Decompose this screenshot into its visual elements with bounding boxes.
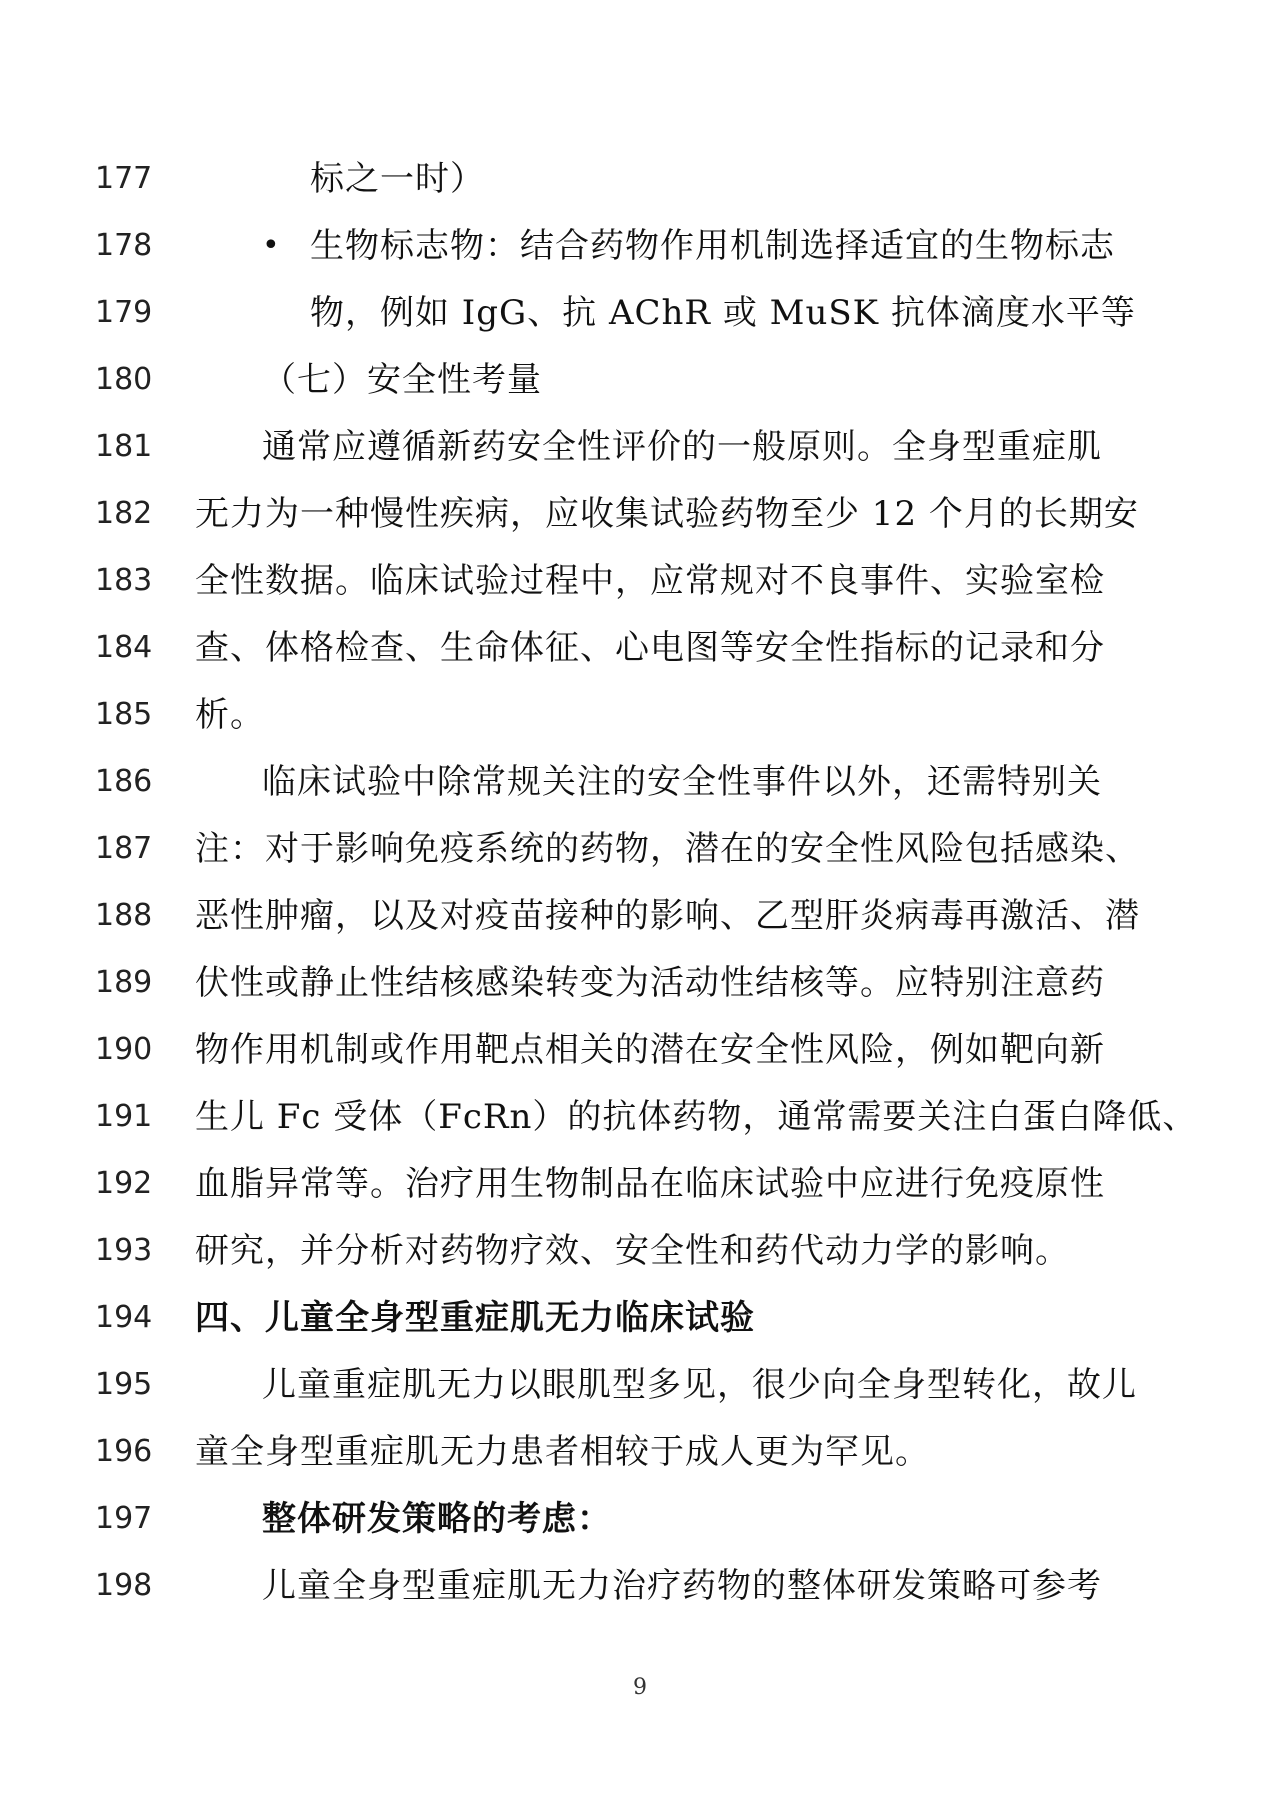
line-text: 四、儿童全身型重症肌无力临床试验 [195, 1298, 755, 1338]
text-line [0, 1024, 1280, 1076]
line-text: 血脂异常等。治疗用生物制品在临床试验中应进行免疫原性 [195, 1164, 1105, 1204]
line-number: 184 [95, 630, 153, 665]
text-line [0, 957, 1280, 1009]
line-number: 191 [95, 1099, 153, 1134]
text-line [0, 1158, 1280, 1210]
line-number: 180 [95, 362, 153, 397]
line-number: 183 [95, 563, 153, 598]
line-number: 197 [95, 1501, 153, 1536]
line-text: 儿童重症肌无力以眼肌型多见，很少向全身型转化，故儿 [262, 1365, 1137, 1405]
line-text: （七）安全性考量 [262, 360, 542, 400]
line-number: 194 [95, 1300, 153, 1335]
page-number: 9 [633, 1675, 647, 1700]
line-text: 标之一时） [310, 159, 485, 199]
line-text: 物作用机制或作用靶点相关的潜在安全性风险，例如靶向新 [195, 1030, 1105, 1070]
text-line [0, 1426, 1280, 1478]
text-line [0, 1091, 1280, 1143]
text-line [0, 421, 1280, 473]
line-text: 儿童全身型重症肌无力治疗药物的整体研发策略可参考 [262, 1566, 1102, 1606]
line-number: 193 [95, 1233, 153, 1268]
line-text: 析。 [195, 695, 265, 735]
line-number: 179 [95, 295, 153, 330]
line-number: 187 [95, 831, 153, 866]
line-text: 伏性或静止性结核感染转变为活动性结核等。应特别注意药 [195, 963, 1105, 1003]
line-number: 190 [95, 1032, 153, 1067]
line-text: 生物标志物：结合药物作用机制选择适宜的生物标志 [310, 226, 1115, 266]
line-text: 全性数据。临床试验过程中，应常规对不良事件、实验室检 [195, 561, 1105, 601]
subsection-heading [0, 1493, 1280, 1545]
text-line [0, 1359, 1280, 1411]
line-number: 196 [95, 1434, 153, 1469]
text-line [0, 689, 1280, 741]
line-text: 查、体格检查、生命体征、心电图等安全性指标的记录和分 [195, 628, 1105, 668]
line-text: 童全身型重症肌无力患者相较于成人更为罕见。 [195, 1432, 930, 1472]
text-line [0, 1560, 1280, 1612]
line-number: 188 [95, 898, 153, 933]
line-text: 整体研发策略的考虑： [262, 1499, 612, 1539]
text-line [0, 287, 1280, 339]
line-text: 物，例如 IgG、抗 AChR 或 MuSK 抗体滴度水平等 [310, 293, 1136, 333]
text-line [0, 890, 1280, 942]
line-number: 195 [95, 1367, 153, 1402]
line-text: 注：对于影响免疫系统的药物，潜在的安全性风险包括感染、 [195, 829, 1140, 869]
text-line [0, 823, 1280, 875]
line-number: 192 [95, 1166, 153, 1201]
line-text: 恶性肿瘤，以及对疫苗接种的影响、乙型肝炎病毒再激活、潜 [195, 896, 1140, 936]
line-number: 181 [95, 429, 153, 464]
text-line [0, 756, 1280, 808]
line-number: 185 [95, 697, 153, 732]
text-line [0, 153, 1280, 205]
line-text: 研究，并分析对药物疗效、安全性和药代动力学的影响。 [195, 1231, 1070, 1271]
line-number: 198 [95, 1568, 153, 1603]
line-text: 通常应遵循新药安全性评价的一般原则。全身型重症肌 [262, 427, 1102, 467]
line-text: 无力为一种慢性疾病，应收集试验药物至少 12 个月的长期安 [195, 494, 1139, 534]
line-text: 生儿 Fc 受体（FcRn）的抗体药物，通常需要关注白蛋白降低、 [195, 1097, 1198, 1137]
line-number: 182 [95, 496, 153, 531]
text-line [0, 555, 1280, 607]
line-number: 178 [95, 228, 153, 263]
line-text: 临床试验中除常规关注的安全性事件以外，还需特别关 [262, 762, 1102, 802]
bullet-icon: • [262, 228, 280, 263]
text-line [0, 488, 1280, 540]
text-line [0, 220, 1280, 272]
line-number: 177 [95, 161, 153, 196]
section-heading [0, 1292, 1280, 1344]
section-heading [0, 354, 1280, 406]
text-line [0, 1225, 1280, 1277]
line-number: 189 [95, 965, 153, 1000]
text-line [0, 622, 1280, 674]
line-number: 186 [95, 764, 153, 799]
